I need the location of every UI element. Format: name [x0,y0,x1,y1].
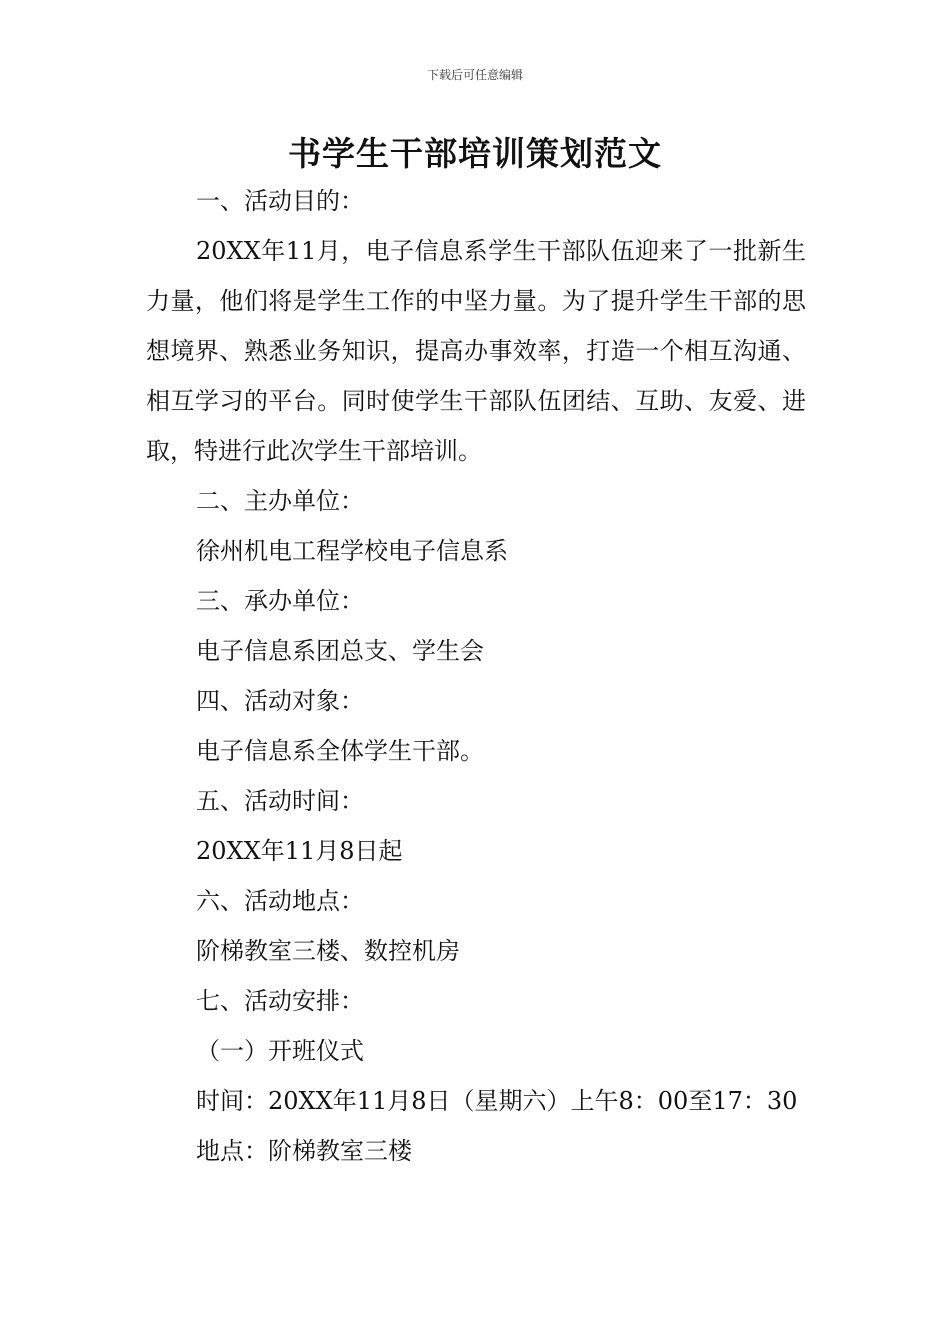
section-heading-time: 五、活动时间： [196,787,364,815]
opening-time-text: 时间：20XX年11月8日（星期六）上午8：00至17：30 [196,1087,798,1115]
header-note: 下载后可任意编辑 [426,68,523,82]
opening-location-text: 地点：阶梯教室三楼 [196,1137,412,1165]
document-body [146,176,806,1176]
schedule-subheading-opening: （一）开班仪式 [196,1037,364,1065]
section-heading-participants: 四、活动对象： [196,687,364,715]
purpose-paragraph: 20XX年11月，电子信息系学生干部队伍迎来了一批新生力量，他们将是学生工作的中坚力量。为了提升学生干部的思想境界、熟悉业务知识，提高办事效率，打造一个相互沟通、相互学习的平台。同时使学生干部队伍团结、互助、友爱、进取，特进行此次学生干部培训。 [146,237,806,465]
organizer-text: 徐州机电工程学校电子信息系 [196,537,508,565]
section-heading-location: 六、活动地点： [196,887,364,915]
section-heading-purpose: 一、活动目的： [196,187,364,215]
location-text: 阶梯教室三楼、数控机房 [196,937,460,965]
undertaker-text: 电子信息系团总支、学生会 [196,637,484,665]
section-heading-organizer: 二、主办单位： [196,487,364,515]
time-text: 20XX年11月8日起 [196,837,403,865]
document-title: 书学生干部培训策划范文 [288,134,662,173]
section-heading-undertaker: 三、承办单位： [196,587,364,615]
participants-text: 电子信息系全体学生干部。 [196,737,484,765]
section-heading-schedule: 七、活动安排： [196,987,364,1015]
